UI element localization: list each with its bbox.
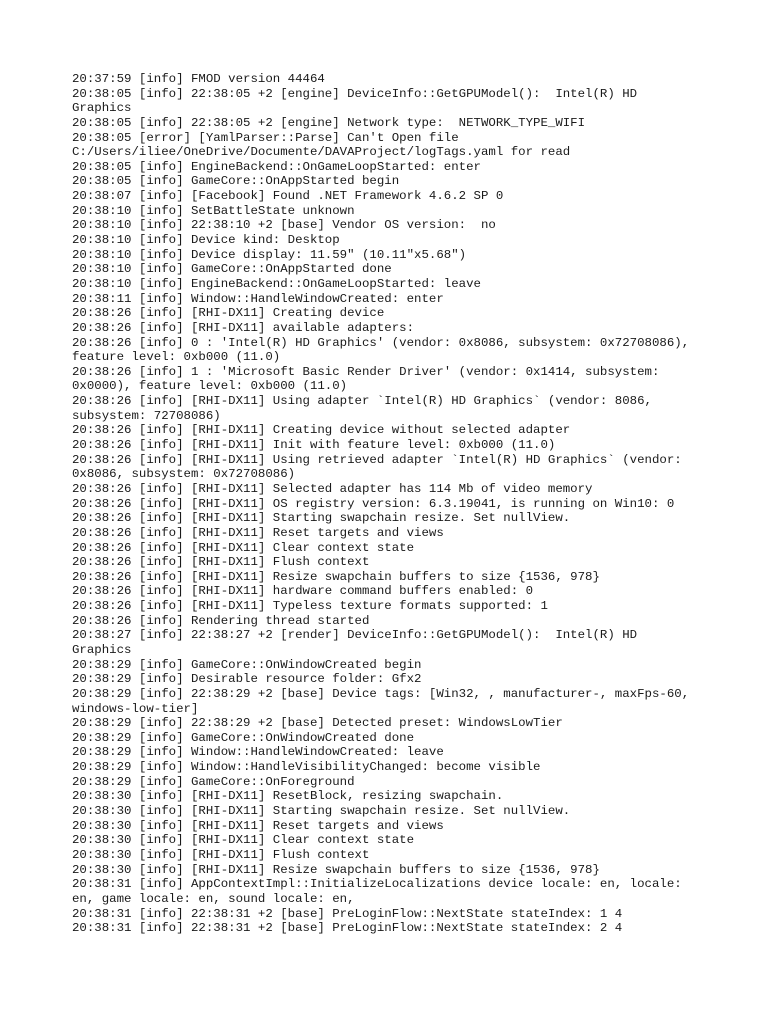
log-line: 20:38:30 [info] [RHI-DX11] Flush context: [72, 847, 370, 862]
log-line: 20:38:10 [info] GameCore::OnAppStarted done: [72, 262, 392, 277]
log-text-block: [72, 72, 702, 936]
log-line: 20:38:31 [info] 22:38:31 +2 [base] PreLoginFlow::NextState stateIndex: 2 4: [72, 921, 623, 936]
log-line: 20:38:05 [info] 22:38:05 +2 [engine] DeviceInfo::GetGPUModel(): Intel(R) HD Graphics: [72, 86, 638, 116]
log-line: 20:38:29 [info] Window::HandleWindowCreated: leave: [72, 745, 444, 760]
log-line: 20:38:30 [info] [RHI-DX11] Reset targets and views: [72, 818, 444, 833]
log-line: 20:38:26 [info] [RHI-DX11] Typeless texture formats supported: 1: [72, 599, 548, 614]
log-line: 20:38:26 [info] [RHI-DX11] Init with feature level: 0xb000 (11.0): [72, 438, 556, 453]
log-line: 20:38:10 [info] EngineBackend::OnGameLoopStarted: leave: [72, 276, 481, 291]
log-line: 20:38:26 [info] [RHI-DX11] Flush context: [72, 555, 370, 570]
log-line: 20:38:10 [info] Device display: 11.59" (10.11"x5.68"): [72, 247, 467, 262]
log-line: 20:38:30 [info] [RHI-DX11] Clear context state: [72, 833, 415, 848]
log-line: 20:38:05 [error] [YamlParser::Parse] Can't Open file C:/Users/iliee/OneDrive/Documente/DAVAProject/logTags.yaml for read: [72, 130, 571, 160]
log-line: 20:38:26 [info] 0 : 'Intel(R) HD Graphics' (vendor: 0x8086, subsystem: 0x72708086), feature level: 0xb000 (11.0): [72, 335, 690, 365]
log-line: 20:38:10 [info] 22:38:10 +2 [base] Vendor OS version: no: [72, 218, 496, 233]
log-line: 20:38:26 [info] [RHI-DX11] Starting swapchain resize. Set nullView.: [72, 511, 571, 526]
log-line: 20:38:10 [info] Device kind: Desktop: [72, 233, 340, 248]
log-line: 20:38:26 [info] [RHI-DX11] Creating device without selected adapter: [72, 423, 571, 438]
log-line: 20:38:26 [info] [RHI-DX11] Clear context state: [72, 540, 415, 555]
log-line: 20:38:26 [info] Rendering thread started: [72, 613, 370, 628]
log-line: 20:38:29 [info] Desirable resource folder: Gfx2: [72, 672, 422, 687]
log-line: 20:38:07 [info] [Facebook] Found .NET Framework 4.6.2 SP 0: [72, 189, 504, 204]
log-line: 20:38:30 [info] [RHI-DX11] ResetBlock, resizing swapchain.: [72, 789, 504, 804]
log-line: 20:38:05 [info] GameCore::OnAppStarted begin: [72, 174, 400, 189]
log-line: 20:38:29 [info] GameCore::OnWindowCreated done: [72, 730, 415, 745]
log-line: 20:38:29 [info] Window::HandleVisibilityChanged: become visible: [72, 760, 541, 775]
log-line: 20:38:26 [info] [RHI-DX11] Using retrieved adapter `Intel(R) HD Graphics` (vendor: 0x8086, subsystem: 0x72708086): [72, 452, 682, 482]
log-line: 20:38:05 [info] 22:38:05 +2 [engine] Network type: NETWORK_TYPE_WIFI: [72, 115, 586, 130]
log-line: 20:38:26 [info] 1 : 'Microsoft Basic Render Driver' (vendor: 0x1414, subsystem: 0x0000), feature level: 0xb000 (11.0): [72, 364, 660, 394]
log-line: 20:38:30 [info] [RHI-DX11] Resize swapchain buffers to size {1536, 978}: [72, 862, 600, 877]
log-line: 20:38:31 [info] 22:38:31 +2 [base] PreLoginFlow::NextState stateIndex: 1 4: [72, 906, 623, 921]
log-line: 20:38:26 [info] [RHI-DX11] Selected adapter has 114 Mb of video memory: [72, 481, 593, 496]
log-line: 20:38:26 [info] [RHI-DX11] available adapters:: [72, 320, 415, 335]
log-line: 20:38:05 [info] EngineBackend::OnGameLoopStarted: enter: [72, 159, 481, 174]
log-line: 20:38:31 [info] AppContextImpl::InitializeLocalizations device locale: en, locale: en, game locale: en, sound locale: en,: [72, 877, 682, 906]
log-line: 20:38:11 [info] Window::HandleWindowCreated: enter: [72, 291, 444, 306]
log-line: 20:38:30 [info] [RHI-DX11] Starting swapchain resize. Set nullView.: [72, 804, 571, 819]
log-line: 20:38:26 [info] [RHI-DX11] Creating device: [72, 306, 385, 321]
log-line: 20:38:29 [info] 22:38:29 +2 [base] Detected preset: WindowsLowTier: [72, 716, 563, 731]
log-line: 20:38:27 [info] 22:38:27 +2 [render] DeviceInfo::GetGPUModel(): Intel(R) HD Graphics: [72, 628, 638, 657]
log-line: 20:38:29 [info] GameCore::OnForeground: [72, 774, 355, 789]
log-line: 20:38:26 [info] [RHI-DX11] Resize swapchain buffers to size {1536, 978}: [72, 569, 600, 584]
log-line: 20:38:29 [info] GameCore::OnWindowCreated begin: [72, 657, 422, 672]
log-line: 20:38:26 [info] [RHI-DX11] hardware command buffers enabled: 0: [72, 584, 534, 599]
log-line: 20:38:26 [info] [RHI-DX11] OS registry version: 6.3.19041, is running on Win10: 0: [72, 496, 675, 511]
log-line: 20:38:29 [info] 22:38:29 +2 [base] Device tags: [Win32, , manufacturer-, maxFps-60, windows-low-tier]: [72, 686, 690, 716]
log-line: 20:38:26 [info] [RHI-DX11] Using adapter `Intel(R) HD Graphics` (vendor: 8086, subsystem: 72708086): [72, 394, 652, 423]
log-line: 20:38:10 [info] SetBattleState unknown: [72, 203, 355, 218]
log-line: 20:37:59 [info] FMOD version 44464: [72, 72, 325, 86]
log-line: 20:38:26 [info] [RHI-DX11] Reset targets and views: [72, 525, 444, 540]
